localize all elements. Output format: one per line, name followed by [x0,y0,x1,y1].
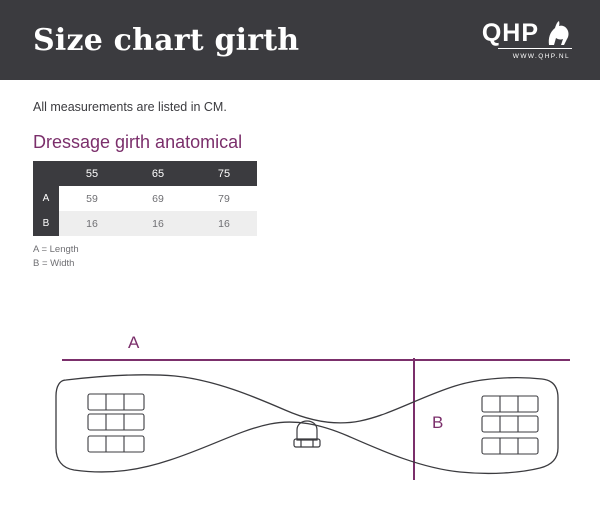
table-cell-b-65: 16 [125,211,191,236]
page-title: Size chart girth [33,22,300,58]
logo-wordmark: QHP [481,19,539,47]
table-cell-a-55: 59 [59,186,125,211]
section-title: Dressage girth anatomical [33,132,243,152]
table-header-row [33,161,257,186]
table-cell-a-75: 79 [191,186,257,211]
measurement-note: All measurements are listed in CM. [33,100,227,114]
right-strap-detail [482,396,538,454]
table-body [33,186,257,236]
legend-line-b: B = Width [33,257,75,269]
legend [33,243,567,271]
diagram-label-a: A [128,333,140,352]
logo-website: WWW.QHP.NL [512,53,570,60]
horse-head-icon [542,20,572,46]
table-row [33,211,257,236]
table-cell-b-55: 16 [59,211,125,236]
logo-underline [498,48,572,49]
center-ring-icon [294,421,320,447]
content-area [0,80,600,271]
brand-logo [482,20,578,60]
table-col-header-3: 75 [191,161,257,186]
logo-row [482,20,572,46]
table-row-label-a: A [33,186,59,211]
diagram-label-b: B [432,413,444,432]
girth-diagram [0,320,600,514]
legend-line-a: A = Length [33,244,79,255]
table-col-header-2: 65 [125,161,191,186]
left-strap-detail [88,394,144,452]
page-header [0,0,600,80]
table-col-header-1: 55 [59,161,125,186]
table-corner-cell [33,161,59,186]
table-header [33,161,257,186]
girth-outline [56,375,558,474]
size-table [33,161,257,236]
table-cell-a-65: 69 [125,186,191,211]
table-row [33,186,257,211]
table-cell-b-75: 16 [191,211,257,236]
table-row-label-b: B [33,211,59,236]
